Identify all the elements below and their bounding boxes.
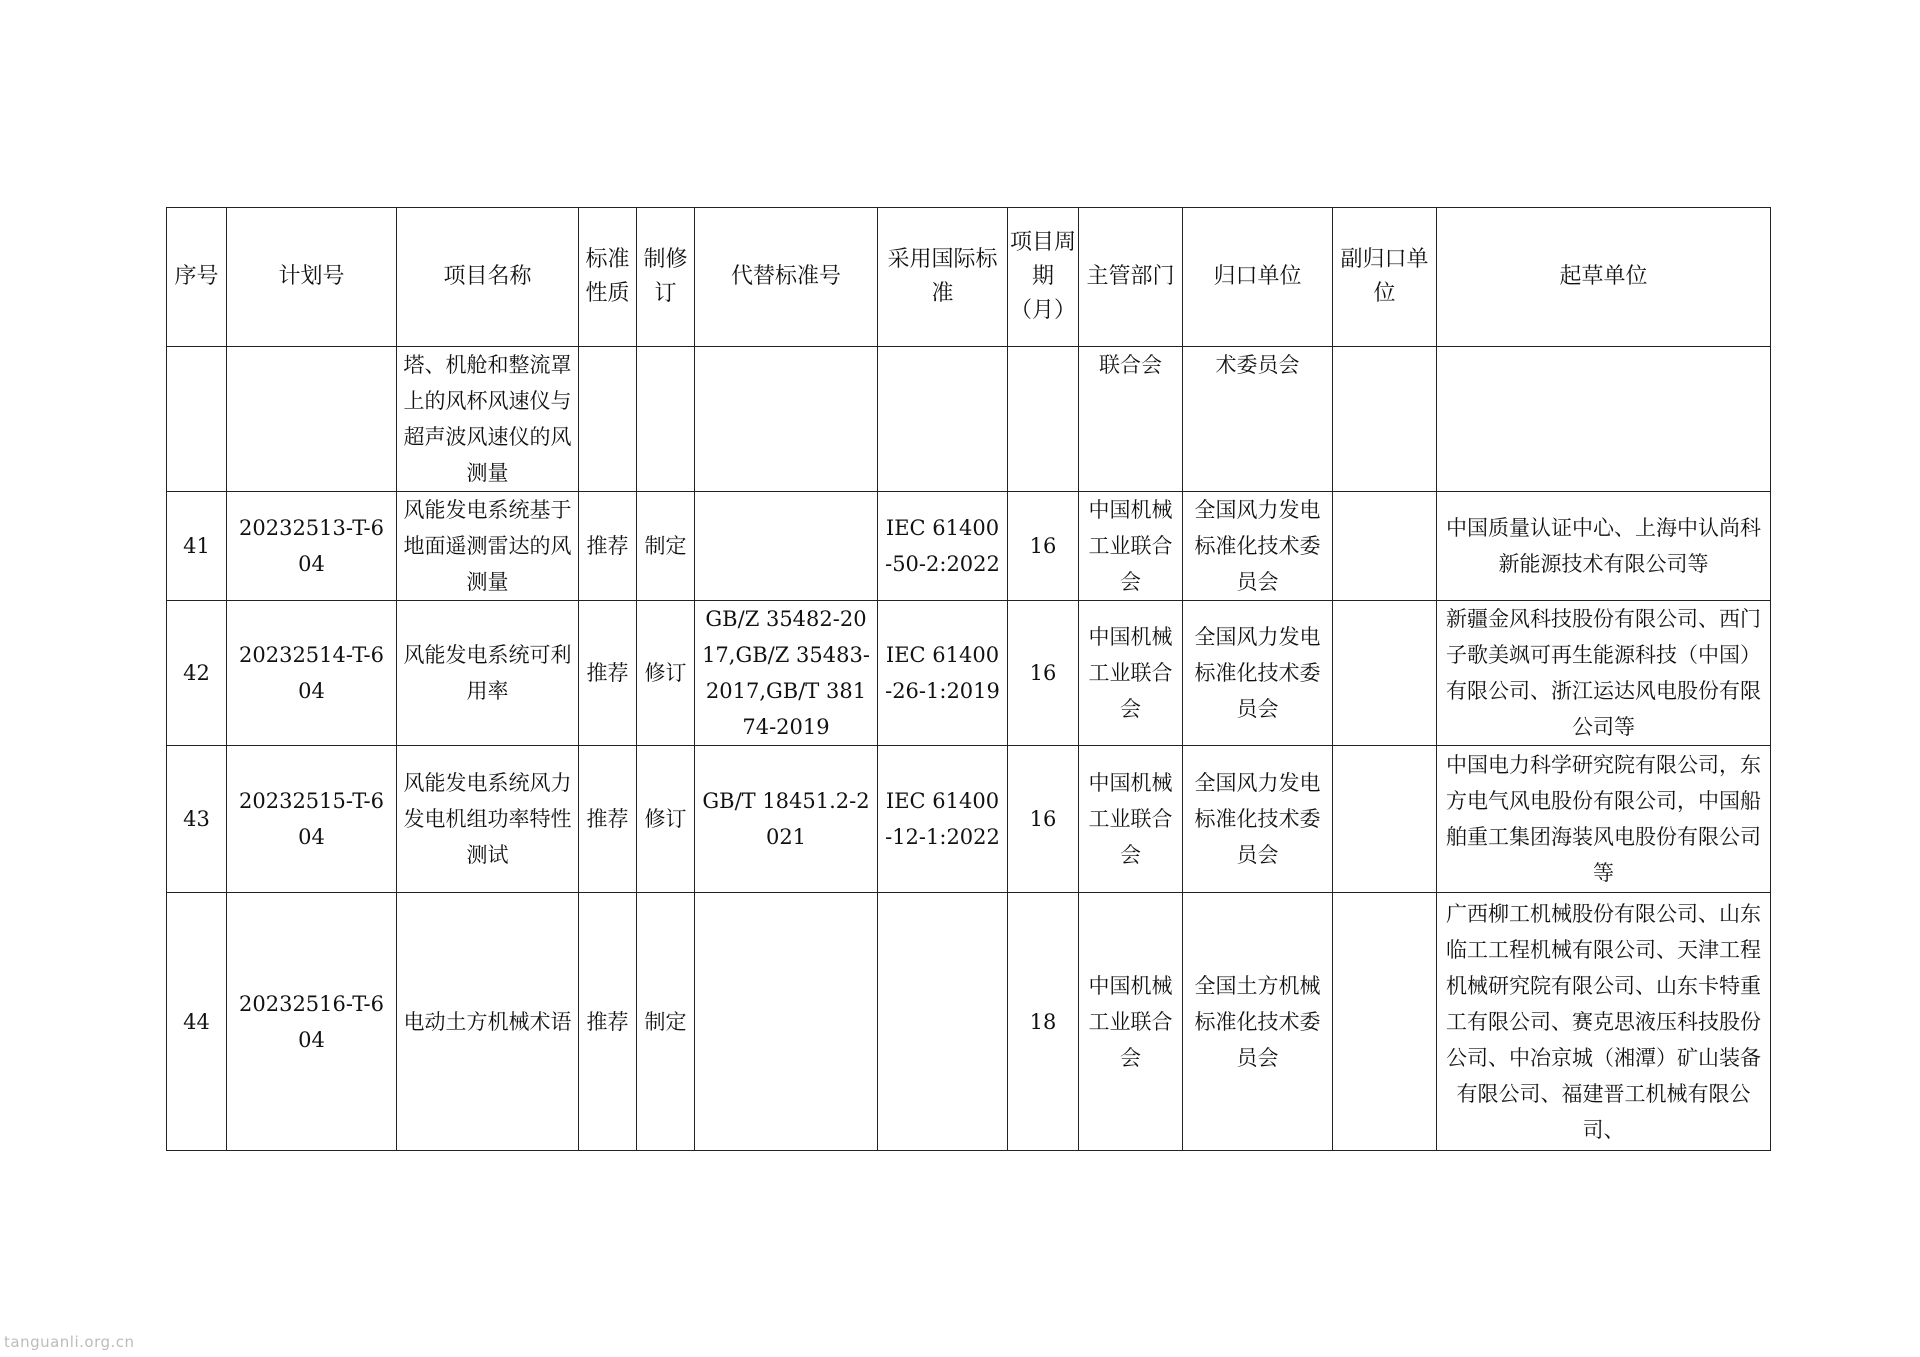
header-tc: 归口单位 (1183, 208, 1333, 347)
cell-sub-tc (1333, 347, 1437, 492)
header-project-name: 项目名称 (397, 208, 579, 347)
cell-project-name: 电动土方机械术语 (397, 893, 579, 1151)
cell-dept: 联合会 (1079, 347, 1183, 492)
cell-tc: 全国风力发电标准化技术委员会 (1183, 746, 1333, 893)
cell-dept: 中国机械工业联合会 (1079, 746, 1183, 893)
cell-tc: 全国土方机械标准化技术委员会 (1183, 893, 1333, 1151)
cell-intl: IEC 61400-26-1:2019 (878, 601, 1008, 746)
cell-intl (878, 347, 1008, 492)
cell-drafter: 广西柳工机械股份有限公司、山东临工工程机械有限公司、天津工程机械研究院有限公司、山东卡特重工有限公司、赛克思液压科技股份公司、中冶京城（湘潭）矿山装备有限公司、福建晋工机械有限公司、 (1437, 893, 1771, 1151)
cell-plan-no (227, 347, 397, 492)
cell-seq: 42 (167, 601, 227, 746)
header-period: 项目周期（月） (1008, 208, 1079, 347)
cell-tc: 全国风力发电标准化技术委员会 (1183, 492, 1333, 601)
cell-nature (579, 347, 637, 492)
cell-dept: 中国机械工业联合会 (1079, 601, 1183, 746)
cell-replace: GB/Z 35482-2017,GB/Z 35483-2017,GB/T 38174-2019 (695, 601, 878, 746)
cell-project-name: 风能发电系统基于地面遥测雷达的风测量 (397, 492, 579, 601)
header-revise: 制修订 (637, 208, 695, 347)
cell-plan-no: 20232513-T-604 (227, 492, 397, 601)
cell-revise: 制定 (637, 893, 695, 1151)
cell-dept: 中国机械工业联合会 (1079, 492, 1183, 601)
header-sub-tc: 副归口单位 (1333, 208, 1437, 347)
cell-drafter (1437, 347, 1771, 492)
cell-nature: 推荐 (579, 601, 637, 746)
header-plan-no: 计划号 (227, 208, 397, 347)
cell-revise: 制定 (637, 492, 695, 601)
cell-replace (695, 492, 878, 601)
cell-nature: 推荐 (579, 746, 637, 893)
cell-seq: 44 (167, 893, 227, 1151)
header-intl: 采用国际标准 (878, 208, 1008, 347)
header-replace: 代替标准号 (695, 208, 878, 347)
cell-sub-tc (1333, 492, 1437, 601)
cell-replace: GB/T 18451.2-2021 (695, 746, 878, 893)
cell-nature: 推荐 (579, 492, 637, 601)
cell-plan-no: 20232514-T-604 (227, 601, 397, 746)
cell-project-name: 风能发电系统风力发电机组功率特性测试 (397, 746, 579, 893)
cell-plan-no: 20232516-T-604 (227, 893, 397, 1151)
cell-period (1008, 347, 1079, 492)
cell-dept: 中国机械工业联合会 (1079, 893, 1183, 1151)
cell-project-name: 塔、机舱和整流罩上的风杯风速仪与超声波风速仪的风测量 (397, 347, 579, 492)
cell-drafter: 新疆金风科技股份有限公司、西门子歌美飒可再生能源科技（中国）有限公司、浙江运达风电股份有限公司等 (1437, 601, 1771, 746)
cell-period: 16 (1008, 746, 1079, 893)
header-drafter: 起草单位 (1437, 208, 1771, 347)
cell-revise: 修订 (637, 746, 695, 893)
watermark-text: tanguanli.org.cn (4, 1333, 135, 1351)
table-row (167, 746, 1771, 893)
cell-tc: 全国风力发电标准化技术委员会 (1183, 601, 1333, 746)
table-row (167, 893, 1771, 1151)
table-row (167, 347, 1771, 492)
cell-intl: IEC 61400-12-1:2022 (878, 746, 1008, 893)
cell-period: 16 (1008, 601, 1079, 746)
cell-revise (637, 347, 695, 492)
cell-replace (695, 347, 878, 492)
cell-intl (878, 893, 1008, 1151)
cell-seq (167, 347, 227, 492)
cell-replace (695, 893, 878, 1151)
cell-period: 16 (1008, 492, 1079, 601)
header-seq: 序号 (167, 208, 227, 347)
cell-sub-tc (1333, 746, 1437, 893)
cell-intl: IEC 61400-50-2:2022 (878, 492, 1008, 601)
cell-revise: 修订 (637, 601, 695, 746)
cell-drafter: 中国质量认证中心、上海中认尚科新能源技术有限公司等 (1437, 492, 1771, 601)
header-nature: 标准性质 (579, 208, 637, 347)
cell-tc: 术委员会 (1183, 347, 1333, 492)
cell-sub-tc (1333, 601, 1437, 746)
cell-plan-no: 20232515-T-604 (227, 746, 397, 893)
cell-period: 18 (1008, 893, 1079, 1151)
header-dept: 主管部门 (1079, 208, 1183, 347)
cell-drafter: 中国电力科学研究院有限公司，东方电气风电股份有限公司，中国船舶重工集团海装风电股份有限公司等 (1437, 746, 1771, 893)
cell-seq: 41 (167, 492, 227, 601)
cell-project-name: 风能发电系统可利用率 (397, 601, 579, 746)
cell-seq: 43 (167, 746, 227, 893)
table-row (167, 601, 1771, 746)
cell-sub-tc (1333, 893, 1437, 1151)
cell-nature: 推荐 (579, 893, 637, 1151)
standards-plan-table (166, 207, 1771, 1151)
header-row (167, 208, 1771, 347)
table-row (167, 492, 1771, 601)
